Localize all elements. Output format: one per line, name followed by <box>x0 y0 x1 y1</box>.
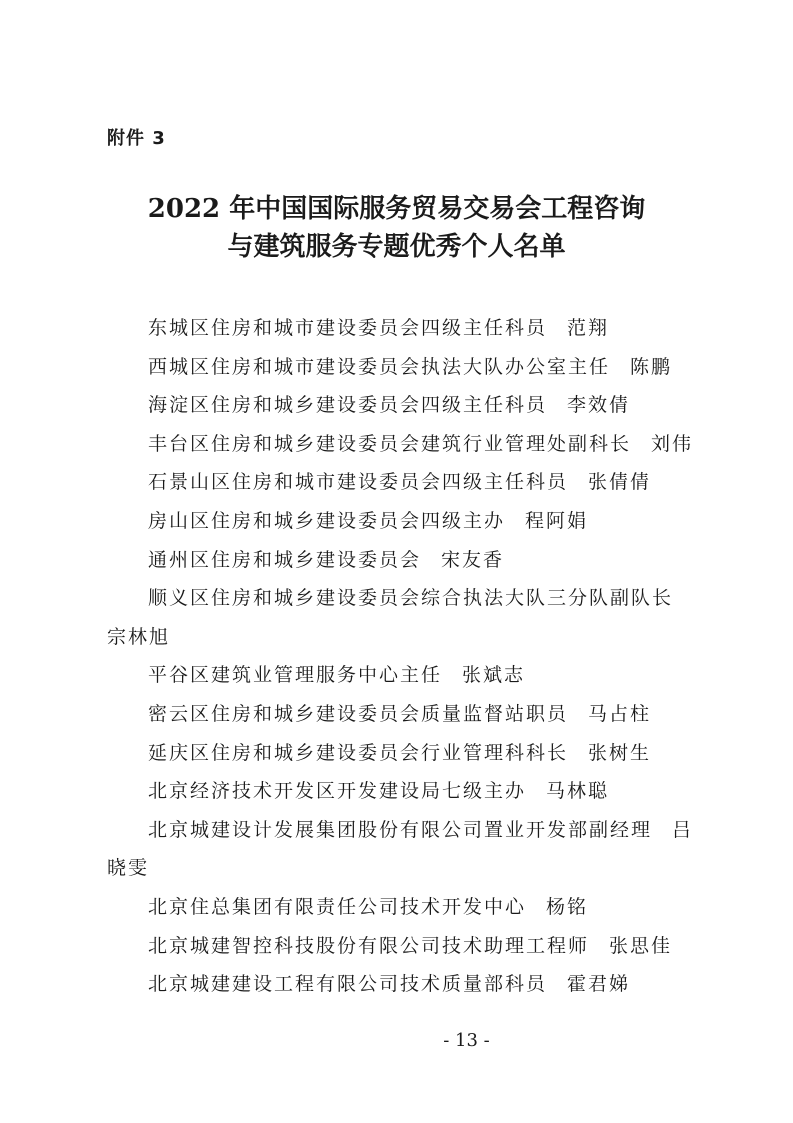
list-item <box>107 772 707 811</box>
entry-person-name: 李效倩 <box>567 394 631 417</box>
entry-person-name: 宋友香 <box>441 548 505 571</box>
entry-organization: 北京住总集团有限责任公司技术开发中心 <box>148 895 527 918</box>
entry-person-name: 程阿娟 <box>525 509 589 532</box>
list-item <box>107 425 707 464</box>
entry-organization: 房山区住房和城乡建设委员会四级主办 <box>148 509 506 532</box>
list-item <box>107 386 707 425</box>
entry-person-name: 杨铭 <box>546 895 589 918</box>
list-item <box>107 734 707 773</box>
entry-person-name: 范翔 <box>567 317 610 339</box>
entry-organization: 密云区住房和城乡建设委员会质量监督站职员 <box>148 702 569 725</box>
entry-person-name: 张思佳 <box>609 934 673 957</box>
entry-person-name: 张斌志 <box>462 664 526 687</box>
page-number: - 13 - <box>443 1030 490 1051</box>
attachment-label: 附件 3 <box>107 128 166 149</box>
entry-person-name: 马占柱 <box>588 702 652 725</box>
title-line-2: 与建筑服务专题优秀个人名单 <box>227 232 566 262</box>
entry-organization: 石景山区住房和城市建设委员会四级主任科员 <box>148 471 569 494</box>
list-item <box>107 656 707 695</box>
list-item <box>107 502 707 541</box>
entry-person-name: 刘伟 <box>651 432 694 455</box>
entry-organization: 海淀区住房和城乡建设委员会四级主任科员 <box>148 394 548 417</box>
list-item <box>107 309 707 348</box>
entry-organization: 平谷区建筑业管理服务中心主任 <box>148 664 443 687</box>
entry-organization: 延庆区住房和城乡建设委员会行业管理科科长 <box>148 741 569 764</box>
title-line-1: 2022 年中国国际服务贸易交易会工程咨询 <box>147 194 646 224</box>
list-item <box>107 927 707 966</box>
entry-organization: 北京城建设计发展集团股份有限公司置业开发部副经理 <box>148 818 653 841</box>
document-title <box>0 190 793 266</box>
list-item <box>107 579 707 656</box>
list-item <box>107 888 707 927</box>
entry-person-name: 霍君娣 <box>567 973 631 996</box>
list-item <box>107 541 707 580</box>
entry-person-name: 马林聪 <box>546 780 610 803</box>
entry-organization: 北京城建智控科技股份有限公司技术助理工程师 <box>148 934 590 957</box>
entry-organization: 东城区住房和城市建设委员会四级主任科员 <box>148 317 548 339</box>
list-item <box>107 811 707 888</box>
list-item <box>107 695 707 734</box>
list-item <box>107 463 707 502</box>
entry-person-name: 张倩倩 <box>588 471 652 494</box>
entry-organization: 北京经济技术开发区开发建设局七级主办 <box>148 780 527 803</box>
honoree-list <box>107 309 707 1004</box>
entry-person-name: 宗林旭 <box>107 625 171 648</box>
entry-organization: 丰台区住房和城乡建设委员会建筑行业管理处副科长 <box>148 432 632 455</box>
entry-person-name: 陈鹏 <box>630 355 673 378</box>
entry-person-name: 吕晓雯 <box>107 818 694 880</box>
entry-organization: 北京城建建设工程有限公司技术质量部科员 <box>148 973 548 996</box>
entry-organization: 顺义区住房和城乡建设委员会综合执法大队三分队副队长 <box>148 587 674 610</box>
entry-organization: 西城区住房和城市建设委员会执法大队办公室主任 <box>148 355 611 378</box>
list-item <box>107 965 707 1004</box>
entry-person-name: 张树生 <box>588 741 652 764</box>
list-item <box>107 348 707 387</box>
entry-organization: 通州区住房和城乡建设委员会 <box>148 548 422 571</box>
